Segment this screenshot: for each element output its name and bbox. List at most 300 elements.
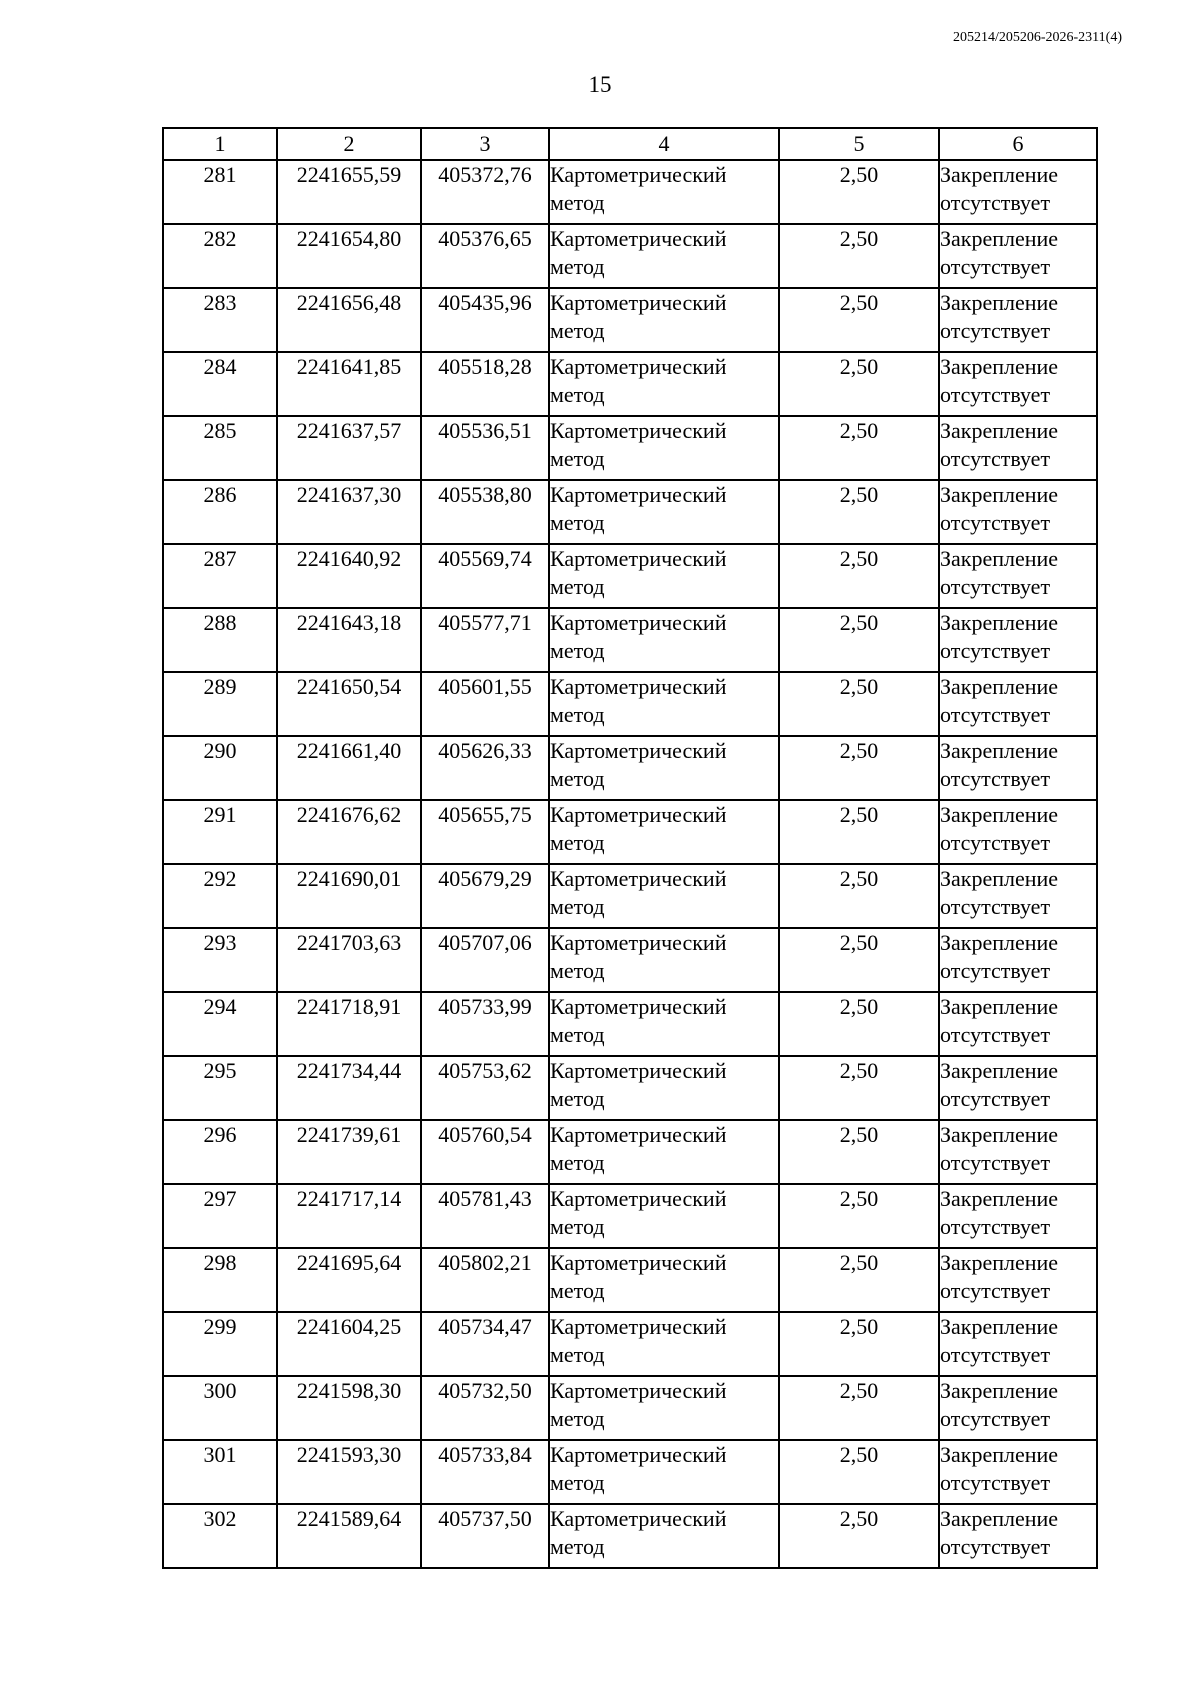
table-header [163, 128, 1097, 160]
y-coordinate-cell [421, 800, 549, 864]
error-cell [779, 736, 939, 800]
fixation-text: отсутствует [940, 894, 1051, 919]
y-coordinate-text: 405732,50 [438, 1378, 532, 1403]
method-cell [549, 160, 779, 224]
method-text: Картометрический [550, 738, 727, 763]
column-header-1: 1 [163, 128, 277, 160]
table-row [163, 544, 1097, 608]
point-number-text: 297 [203, 1186, 237, 1211]
error-cell [779, 608, 939, 672]
method-text: метод [550, 830, 605, 855]
fixation-cell [939, 672, 1097, 736]
fixation-cell [939, 1120, 1097, 1184]
method-text: Картометрический [550, 546, 727, 571]
x-coordinate-text: 2241655,59 [296, 162, 402, 187]
fixation-cell [939, 1056, 1097, 1120]
x-coordinate-cell [277, 544, 421, 608]
fixation-cell [939, 352, 1097, 416]
error-text: 2,50 [839, 1506, 879, 1531]
fixation-text: отсутствует [940, 1086, 1051, 1111]
x-coordinate-text: 2241641,85 [296, 354, 402, 379]
point-number-text: 290 [203, 738, 237, 763]
table-body [163, 160, 1097, 1568]
error-text: 2,50 [839, 290, 879, 315]
x-coordinate-cell [277, 928, 421, 992]
method-cell [549, 1248, 779, 1312]
y-coordinate-cell [421, 736, 549, 800]
fixation-text: отсутствует [940, 1470, 1051, 1495]
y-coordinate-cell [421, 864, 549, 928]
method-cell [549, 416, 779, 480]
point-number-text: 293 [203, 930, 237, 955]
x-coordinate-cell [277, 1184, 421, 1248]
fixation-text: Закрепление [940, 1442, 1059, 1467]
error-text: 2,50 [839, 354, 879, 379]
table-row [163, 1184, 1097, 1248]
y-coordinate-cell [421, 992, 549, 1056]
y-coordinate-text: 405626,33 [438, 738, 532, 763]
fixation-cell [939, 1504, 1097, 1568]
x-coordinate-cell [277, 1120, 421, 1184]
method-text: Картометрический [550, 1506, 727, 1531]
fixation-cell [939, 1312, 1097, 1376]
x-coordinate-cell [277, 1504, 421, 1568]
y-coordinate-cell [421, 480, 549, 544]
fixation-cell [939, 992, 1097, 1056]
x-coordinate-cell [277, 1248, 421, 1312]
point-number-cell [163, 1376, 277, 1440]
fixation-cell [939, 928, 1097, 992]
method-text: метод [550, 1406, 605, 1431]
error-cell [779, 544, 939, 608]
table-row [163, 1312, 1097, 1376]
fixation-cell [939, 864, 1097, 928]
error-cell [779, 1248, 939, 1312]
y-coordinate-text: 405760,54 [438, 1122, 532, 1147]
method-text: Картометрический [550, 1378, 727, 1403]
method-text: Картометрический [550, 802, 727, 827]
method-text: Картометрический [550, 930, 727, 955]
error-text: 2,50 [839, 674, 879, 699]
x-coordinate-cell [277, 416, 421, 480]
error-cell [779, 352, 939, 416]
method-text: Картометрический [550, 1314, 727, 1339]
fixation-text: отсутствует [940, 1278, 1051, 1303]
point-number-text: 295 [203, 1058, 237, 1083]
point-number-text: 284 [203, 354, 237, 379]
point-number-cell [163, 1248, 277, 1312]
fixation-text: Закрепление [940, 866, 1059, 891]
x-coordinate-cell [277, 736, 421, 800]
point-number-text: 300 [203, 1378, 237, 1403]
error-text: 2,50 [839, 1250, 879, 1275]
y-coordinate-text: 405518,28 [438, 354, 532, 379]
point-number-text: 291 [203, 802, 237, 827]
method-text: Картометрический [550, 482, 727, 507]
error-text: 2,50 [839, 610, 879, 635]
point-number-cell [163, 1504, 277, 1568]
fixation-text: Закрепление [940, 930, 1059, 955]
fixation-text: Закрепление [940, 546, 1059, 571]
fixation-text: Закрепление [940, 1058, 1059, 1083]
method-cell [549, 1440, 779, 1504]
error-text: 2,50 [839, 482, 879, 507]
x-coordinate-cell [277, 1312, 421, 1376]
y-coordinate-text: 405679,29 [438, 866, 532, 891]
method-cell [549, 1120, 779, 1184]
fixation-text: отсутствует [940, 1342, 1051, 1367]
y-coordinate-text: 405372,76 [438, 162, 532, 187]
table-row [163, 672, 1097, 736]
header-row [163, 128, 1097, 160]
x-coordinate-cell [277, 1056, 421, 1120]
fixation-cell [939, 800, 1097, 864]
fixation-cell [939, 480, 1097, 544]
fixation-text: отсутствует [940, 574, 1051, 599]
y-coordinate-text: 405536,51 [438, 418, 532, 443]
coordinates-table [162, 127, 1098, 1569]
x-coordinate-text: 2241604,25 [296, 1314, 402, 1339]
table-row [163, 288, 1097, 352]
fixation-cell [939, 160, 1097, 224]
fixation-text: Закрепление [940, 994, 1059, 1019]
fixation-text: Закрепление [940, 1186, 1059, 1211]
point-number-cell [163, 288, 277, 352]
method-cell [549, 864, 779, 928]
error-text: 2,50 [839, 866, 879, 891]
method-cell [549, 608, 779, 672]
error-cell [779, 1184, 939, 1248]
y-coordinate-cell [421, 544, 549, 608]
x-coordinate-text: 2241637,30 [296, 482, 402, 507]
y-coordinate-cell [421, 1312, 549, 1376]
fixation-text: отсутствует [940, 510, 1051, 535]
method-cell [549, 480, 779, 544]
fixation-text: Закрепление [940, 1314, 1059, 1339]
error-cell [779, 416, 939, 480]
error-cell [779, 1120, 939, 1184]
y-coordinate-cell [421, 224, 549, 288]
y-coordinate-cell [421, 928, 549, 992]
x-coordinate-text: 2241656,48 [296, 290, 402, 315]
method-text: Картометрический [550, 290, 727, 315]
fixation-text: отсутствует [940, 1406, 1051, 1431]
fixation-cell [939, 1440, 1097, 1504]
error-cell [779, 864, 939, 928]
error-cell [779, 928, 939, 992]
y-coordinate-text: 405733,84 [438, 1442, 532, 1467]
column-header-2: 2 [277, 128, 421, 160]
y-coordinate-cell [421, 1120, 549, 1184]
fixation-cell [939, 736, 1097, 800]
method-text: метод [550, 894, 605, 919]
column-header-5: 5 [779, 128, 939, 160]
error-text: 2,50 [839, 418, 879, 443]
error-text: 2,50 [839, 738, 879, 763]
point-number-cell [163, 1440, 277, 1504]
fixation-text: Закрепление [940, 1506, 1059, 1531]
fixation-text: отсутствует [940, 766, 1051, 791]
method-text: метод [550, 190, 605, 215]
fixation-text: отсутствует [940, 190, 1051, 215]
point-number-cell [163, 352, 277, 416]
method-cell [549, 672, 779, 736]
point-number-cell [163, 160, 277, 224]
table-row [163, 1120, 1097, 1184]
table-row [163, 352, 1097, 416]
method-text: метод [550, 638, 605, 663]
fixation-text: Закрепление [940, 354, 1059, 379]
x-coordinate-text: 2241734,44 [296, 1058, 402, 1083]
x-coordinate-text: 2241640,92 [296, 546, 402, 571]
table-row [163, 1376, 1097, 1440]
fixation-text: Закрепление [940, 738, 1059, 763]
x-coordinate-cell [277, 288, 421, 352]
error-text: 2,50 [839, 994, 879, 1019]
error-cell [779, 672, 939, 736]
point-number-cell [163, 864, 277, 928]
y-coordinate-text: 405655,75 [438, 802, 532, 827]
x-coordinate-text: 2241598,30 [296, 1378, 402, 1403]
table-row [163, 608, 1097, 672]
point-number-cell [163, 1056, 277, 1120]
method-text: метод [550, 574, 605, 599]
x-coordinate-text: 2241593,30 [296, 1442, 402, 1467]
x-coordinate-text: 2241654,80 [296, 226, 402, 251]
point-number-text: 288 [203, 610, 237, 635]
y-coordinate-text: 405781,43 [438, 1186, 532, 1211]
y-coordinate-cell [421, 416, 549, 480]
method-cell [549, 992, 779, 1056]
fixation-text: Закрепление [940, 1250, 1059, 1275]
point-number-cell [163, 736, 277, 800]
fixation-cell [939, 1248, 1097, 1312]
error-text: 2,50 [839, 802, 879, 827]
method-text: метод [550, 1278, 605, 1303]
method-text: метод [550, 1214, 605, 1239]
fixation-cell [939, 608, 1097, 672]
point-number-text: 302 [203, 1506, 237, 1531]
x-coordinate-text: 2241695,64 [296, 1250, 402, 1275]
y-coordinate-text: 405707,06 [438, 930, 532, 955]
table-row [163, 160, 1097, 224]
y-coordinate-text: 405753,62 [438, 1058, 532, 1083]
point-number-text: 298 [203, 1250, 237, 1275]
point-number-cell [163, 544, 277, 608]
y-coordinate-text: 405577,71 [438, 610, 532, 635]
fixation-text: Закрепление [940, 802, 1059, 827]
fixation-text: отсутствует [940, 446, 1051, 471]
table-row [163, 1440, 1097, 1504]
method-cell [549, 352, 779, 416]
point-number-text: 286 [203, 482, 237, 507]
method-text: метод [550, 1150, 605, 1175]
y-coordinate-text: 405569,74 [438, 546, 532, 571]
x-coordinate-text: 2241676,62 [296, 802, 402, 827]
method-text: метод [550, 1022, 605, 1047]
table-row [163, 992, 1097, 1056]
point-number-cell [163, 1120, 277, 1184]
table-row [163, 224, 1097, 288]
point-number-text: 294 [203, 994, 237, 1019]
error-text: 2,50 [839, 1058, 879, 1083]
x-coordinate-cell [277, 992, 421, 1056]
method-text: Картометрический [550, 610, 727, 635]
y-coordinate-cell [421, 160, 549, 224]
column-header-6: 6 [939, 128, 1097, 160]
method-cell [549, 224, 779, 288]
method-cell [549, 800, 779, 864]
fixation-text: отсутствует [940, 318, 1051, 343]
fixation-text: Закрепление [940, 290, 1059, 315]
method-cell [549, 544, 779, 608]
fixation-cell [939, 1376, 1097, 1440]
method-cell [549, 288, 779, 352]
error-cell [779, 288, 939, 352]
point-number-cell [163, 1184, 277, 1248]
point-number-text: 285 [203, 418, 237, 443]
error-text: 2,50 [839, 546, 879, 571]
method-cell [549, 1056, 779, 1120]
point-number-cell [163, 928, 277, 992]
fixation-text: Закрепление [940, 674, 1059, 699]
method-text: метод [550, 1342, 605, 1367]
y-coordinate-text: 405733,99 [438, 994, 532, 1019]
x-coordinate-cell [277, 800, 421, 864]
method-text: метод [550, 382, 605, 407]
error-cell [779, 1056, 939, 1120]
x-coordinate-text: 2241650,54 [296, 674, 402, 699]
point-number-text: 301 [203, 1442, 237, 1467]
fixation-text: отсутствует [940, 382, 1051, 407]
method-text: метод [550, 958, 605, 983]
point-number-text: 299 [203, 1314, 237, 1339]
x-coordinate-cell [277, 1440, 421, 1504]
fixation-text: отсутствует [940, 1214, 1051, 1239]
error-cell [779, 480, 939, 544]
fixation-text: Закрепление [940, 1122, 1059, 1147]
fixation-text: отсутствует [940, 1534, 1051, 1559]
fixation-text: отсутствует [940, 638, 1051, 663]
x-coordinate-text: 2241718,91 [296, 994, 402, 1019]
fixation-text: Закрепление [940, 162, 1059, 187]
method-cell [549, 1312, 779, 1376]
method-text: метод [550, 254, 605, 279]
document-id: 205214/205206-2026-2311(4) [952, 30, 1122, 45]
method-cell [549, 1504, 779, 1568]
y-coordinate-text: 405435,96 [438, 290, 532, 315]
point-number-cell [163, 672, 277, 736]
table-row [163, 416, 1097, 480]
fixation-text: отсутствует [940, 702, 1051, 727]
y-coordinate-cell [421, 1248, 549, 1312]
point-number-cell [163, 224, 277, 288]
method-text: Картометрический [550, 226, 727, 251]
x-coordinate-text: 2241637,57 [296, 418, 402, 443]
y-coordinate-text: 405802,21 [438, 1250, 532, 1275]
method-text: метод [550, 1534, 605, 1559]
method-text: Картометрический [550, 162, 727, 187]
error-cell [779, 800, 939, 864]
point-number-cell [163, 1312, 277, 1376]
fixation-cell [939, 544, 1097, 608]
method-cell [549, 1376, 779, 1440]
x-coordinate-cell [277, 672, 421, 736]
point-number-cell [163, 800, 277, 864]
method-text: метод [550, 1086, 605, 1111]
method-text: Картометрический [550, 1442, 727, 1467]
fixation-cell [939, 288, 1097, 352]
y-coordinate-cell [421, 1376, 549, 1440]
method-cell [549, 736, 779, 800]
fixation-text: отсутствует [940, 254, 1051, 279]
x-coordinate-text: 2241703,63 [296, 930, 402, 955]
method-text: Картометрический [550, 354, 727, 379]
fixation-cell [939, 1184, 1097, 1248]
error-text: 2,50 [839, 226, 879, 251]
method-text: метод [550, 766, 605, 791]
method-text: Картометрический [550, 1122, 727, 1147]
point-number-text: 282 [203, 226, 237, 251]
y-coordinate-cell [421, 288, 549, 352]
point-number-text: 289 [203, 674, 237, 699]
error-cell [779, 992, 939, 1056]
table-row [163, 1504, 1097, 1568]
error-text: 2,50 [839, 1442, 879, 1467]
x-coordinate-cell [277, 480, 421, 544]
method-text: Картометрический [550, 1058, 727, 1083]
x-coordinate-cell [277, 1376, 421, 1440]
y-coordinate-cell [421, 1184, 549, 1248]
method-text: метод [550, 446, 605, 471]
y-coordinate-cell [421, 1440, 549, 1504]
x-coordinate-text: 2241661,40 [296, 738, 402, 763]
point-number-cell [163, 480, 277, 544]
x-coordinate-text: 2241643,18 [296, 610, 402, 635]
x-coordinate-cell [277, 160, 421, 224]
x-coordinate-text: 2241589,64 [296, 1506, 402, 1531]
y-coordinate-cell [421, 1504, 549, 1568]
error-cell [779, 1312, 939, 1376]
method-text: метод [550, 318, 605, 343]
fixation-text: отсутствует [940, 1022, 1051, 1047]
point-number-text: 283 [203, 290, 237, 315]
method-cell [549, 1184, 779, 1248]
error-cell [779, 224, 939, 288]
method-text: метод [550, 702, 605, 727]
x-coordinate-cell [277, 864, 421, 928]
fixation-text: Закрепление [940, 418, 1059, 443]
column-header-4: 4 [549, 128, 779, 160]
method-text: Картометрический [550, 674, 727, 699]
fixation-cell [939, 224, 1097, 288]
error-text: 2,50 [839, 930, 879, 955]
fixation-text: Закрепление [940, 610, 1059, 635]
fixation-text: отсутствует [940, 958, 1051, 983]
method-text: метод [550, 510, 605, 535]
method-cell [549, 928, 779, 992]
table-row [163, 864, 1097, 928]
x-coordinate-text: 2241739,61 [296, 1122, 402, 1147]
table-row [163, 800, 1097, 864]
column-header-3: 3 [421, 128, 549, 160]
fixation-text: Закрепление [940, 1378, 1059, 1403]
x-coordinate-text: 2241717,14 [296, 1186, 402, 1211]
point-number-cell [163, 416, 277, 480]
method-text: метод [550, 1470, 605, 1495]
fixation-cell [939, 416, 1097, 480]
method-text: Картометрический [550, 1186, 727, 1211]
